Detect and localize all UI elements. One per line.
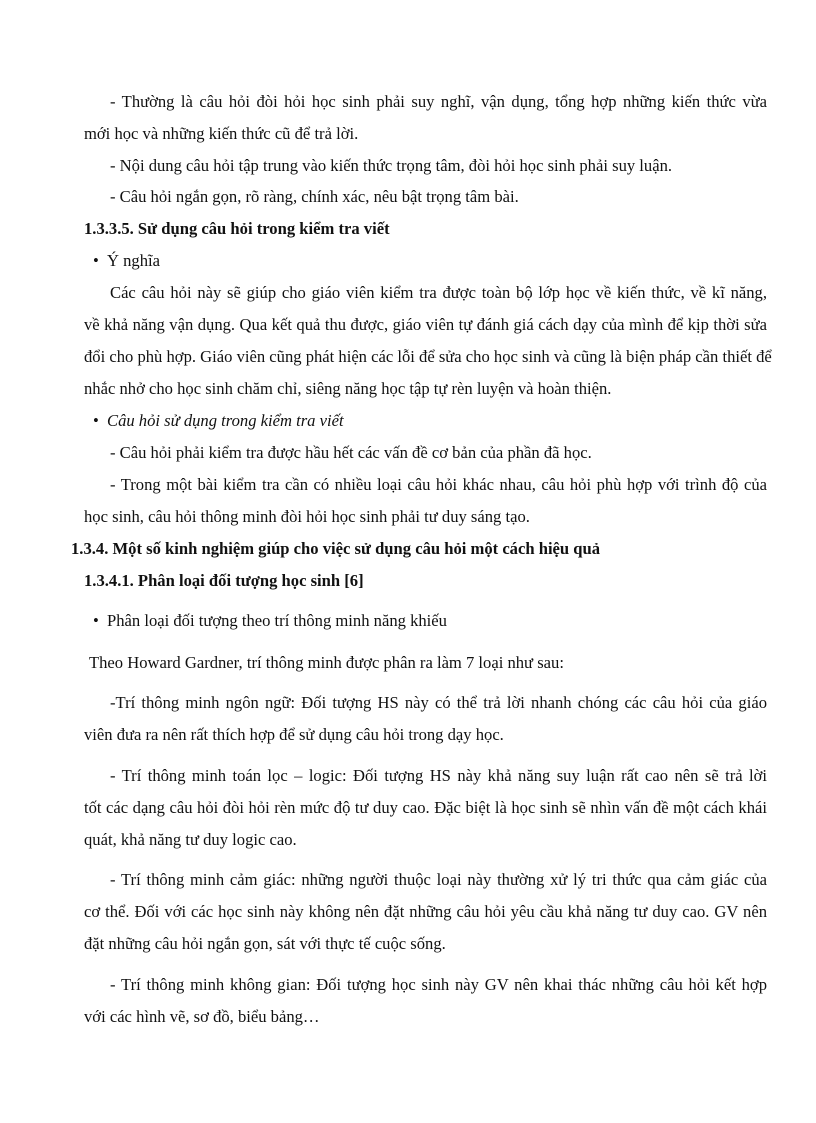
paragraph-line: quát, khả năng tư duy logic cao. bbox=[84, 830, 297, 849]
bullet-label: Phân loại đối tượng theo trí thông minh năng khiếu bbox=[107, 611, 447, 630]
paragraph-line: - Thường là câu hỏi đòi hỏi học sinh phải suy nghĩ, vận dụng, tổng hợp những kiến thức vừa bbox=[110, 92, 767, 111]
bullet-icon: • bbox=[93, 611, 99, 630]
paragraph-line: cơ thể. Đối với các học sinh này không nên đặt những câu hỏi yêu cầu khả năng tư duy cao. GV nên bbox=[84, 902, 767, 921]
paragraph-line: mới học và những kiến thức cũ để trả lời. bbox=[84, 124, 359, 143]
paragraph-line: đổi cho phù hợp. Giáo viên cũng phát hiện các lỗi để sửa cho học sinh và cũng là biện pháp cần thiết để bbox=[84, 347, 772, 366]
paragraph-line: đặt những câu hỏi ngắn gọn, sát với thực tế cuộc sống. bbox=[84, 934, 446, 953]
bullet-label: Câu hỏi sử dụng trong kiểm tra viết bbox=[107, 411, 344, 430]
paragraph-line: - Trí thông minh cảm giác: những người thuộc loại này thường xử lý tri thức qua cảm giác của bbox=[110, 870, 767, 889]
section-heading: 1.3.3.5. Sử dụng câu hỏi trong kiểm tra viết bbox=[84, 219, 390, 238]
paragraph-line: - Trong một bài kiểm tra cần có nhiều loại câu hỏi khác nhau, câu hỏi phù hợp với trình độ của bbox=[110, 475, 767, 494]
paragraph-line: - Trí thông minh toán lọc – logic: Đối tượng HS này khả năng suy luận rất cao nên sẽ trả lời bbox=[110, 766, 767, 785]
bullet-item bbox=[93, 411, 344, 431]
paragraph-line: về khả năng vận dụng. Qua kết quả thu được, giáo viên tự đánh giá cách dạy của mình để kịp thời sửa bbox=[84, 315, 767, 334]
paragraph-line: - Câu hỏi ngắn gọn, rõ ràng, chính xác, nêu bật trọng tâm bài. bbox=[110, 187, 519, 206]
paragraph-line: -Trí thông minh ngôn ngữ: Đối tượng HS này có thể trả lời nhanh chóng các câu hỏi của giáo bbox=[110, 693, 767, 712]
paragraph-line: Các câu hỏi này sẽ giúp cho giáo viên kiểm tra được toàn bộ lớp học về kiến thức, về kĩ năng, bbox=[110, 283, 767, 302]
bullet-label: Ý nghĩa bbox=[107, 251, 160, 270]
paragraph-line: học sinh, câu hỏi thông minh đòi hỏi học sinh phải tư duy sáng tạo. bbox=[84, 507, 530, 526]
section-heading: 1.3.4. Một số kinh nghiệm giúp cho việc sử dụng câu hỏi một cách hiệu quả bbox=[71, 539, 601, 558]
paragraph-line: - Trí thông minh không gian: Đối tượng học sinh này GV nên khai thác những câu hỏi kết hợp bbox=[110, 975, 767, 994]
paragraph-line: tốt các dạng câu hỏi đòi hỏi rèn mức độ tư duy cao. Đặc biệt là học sinh sẽ nhìn vấn đề một cách khái bbox=[84, 798, 767, 817]
paragraph-line: với các hình vẽ, sơ đồ, biểu bảng… bbox=[84, 1007, 320, 1026]
bullet-icon: • bbox=[93, 411, 99, 430]
bullet-icon: • bbox=[93, 251, 99, 270]
paragraph-line: viên đưa ra nên rất thích hợp để sử dụng câu hỏi trong dạy học. bbox=[84, 725, 504, 744]
subsection-heading: 1.3.4.1. Phân loại đối tượng học sinh [6] bbox=[84, 571, 364, 590]
paragraph-line: - Nội dung câu hỏi tập trung vào kiến thức trọng tâm, đòi hỏi học sinh phải suy luận. bbox=[110, 156, 673, 175]
paragraph-line: Theo Howard Gardner, trí thông minh được phân ra làm 7 loại như sau: bbox=[89, 653, 564, 672]
bullet-item bbox=[93, 251, 160, 271]
paragraph-line: nhắc nhở cho học sinh chăm chỉ, siêng năng học tập tự rèn luyện và hoàn thiện. bbox=[84, 379, 612, 398]
paragraph-line: - Câu hỏi phải kiểm tra được hầu hết các vấn đề cơ bản của phần đã học. bbox=[110, 443, 592, 462]
bullet-item bbox=[93, 611, 447, 631]
